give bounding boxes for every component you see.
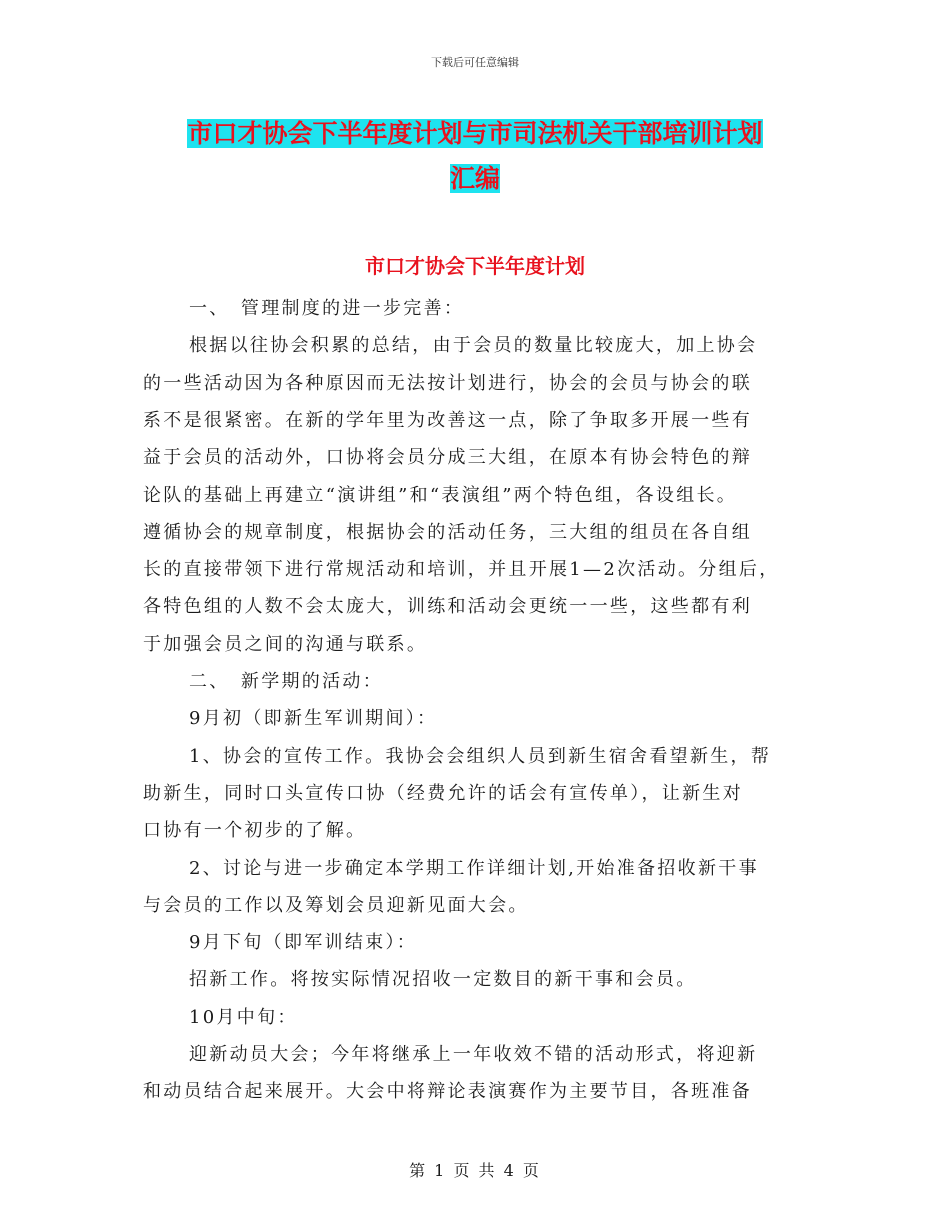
- body-line: 根据以往协会积累的总结，由于会员的数量比较庞大，加上协会: [189, 335, 758, 357]
- section-title: 市口才协会下半年度计划: [365, 254, 585, 278]
- body-line: 系不是很紧密。在新的学年里为改善这一点，除了争取多开展一些有: [143, 409, 752, 431]
- body-line: 2、讨论与进一步确定本学期工作详细计划,开始准备招收新干事: [189, 857, 759, 879]
- body-line: 10月中旬：: [189, 1006, 298, 1028]
- body-line: 招新工作。将按实际情况招收一定数目的新干事和会员。: [189, 969, 697, 991]
- body-line: 长的直接带领下进行常规活动和培训，并且开展1—2次活动。分组后，: [143, 559, 780, 581]
- body-line: 1、协会的宣传工作。我协会会组织人员到新生宿舍看望新生，帮: [189, 745, 772, 767]
- body-line: 二、 新学期的活动：: [189, 671, 383, 692]
- body-line: 助新生，同时口头宣传口协（经费允许的话会有宣传单），让新生对: [143, 782, 743, 804]
- body-line: 于加强会员之间的沟通与联系。: [143, 633, 428, 655]
- title-text-2: 汇编: [449, 164, 500, 193]
- body-line: 9月初（即新生军训期间）：: [189, 708, 438, 730]
- body-line: 一、 管理制度的进一步完善：: [189, 298, 465, 319]
- body-line: 遵循协会的规章制度，根据协会的活动任务，三大组的组员在各自组: [143, 521, 752, 543]
- body-line: 论队的基础上再建立“演讲组”和“表演组”两个特色组，各设组长。: [143, 484, 738, 506]
- document-title-line-2: [0, 159, 950, 195]
- page-header: 下载后可任意编辑: [431, 56, 519, 69]
- body-line: 9月下旬（即军训结束）：: [189, 932, 418, 954]
- body-line: 与会员的工作以及筹划会员迎新见面大会。: [143, 894, 529, 916]
- title-text-1: 市口才协会下半年度计划与市司法机关干部培训计划: [187, 119, 763, 148]
- body-line: 各特色组的人数不会太庞大，训练和活动会更统一一些，这些都有利: [143, 596, 752, 618]
- body-line: 迎新动员大会；今年将继承上一年收效不错的活动形式，将迎新: [189, 1044, 758, 1065]
- body-line: 益于会员的活动外，口协将会员分成三大组，在原本有协会特色的辩: [143, 447, 752, 469]
- body-line: 和动员结合起来展开。大会中将辩论表演赛作为主要节目，各班准备: [143, 1081, 752, 1103]
- document-title-line-1: [0, 114, 950, 150]
- body-line: 的一些活动因为各种原因而无法按计划进行，协会的会员与协会的联: [143, 372, 752, 394]
- page-footer: 第 1 页 共 4 页: [409, 1161, 541, 1180]
- body-line: 口协有一个初步的了解。: [143, 820, 367, 842]
